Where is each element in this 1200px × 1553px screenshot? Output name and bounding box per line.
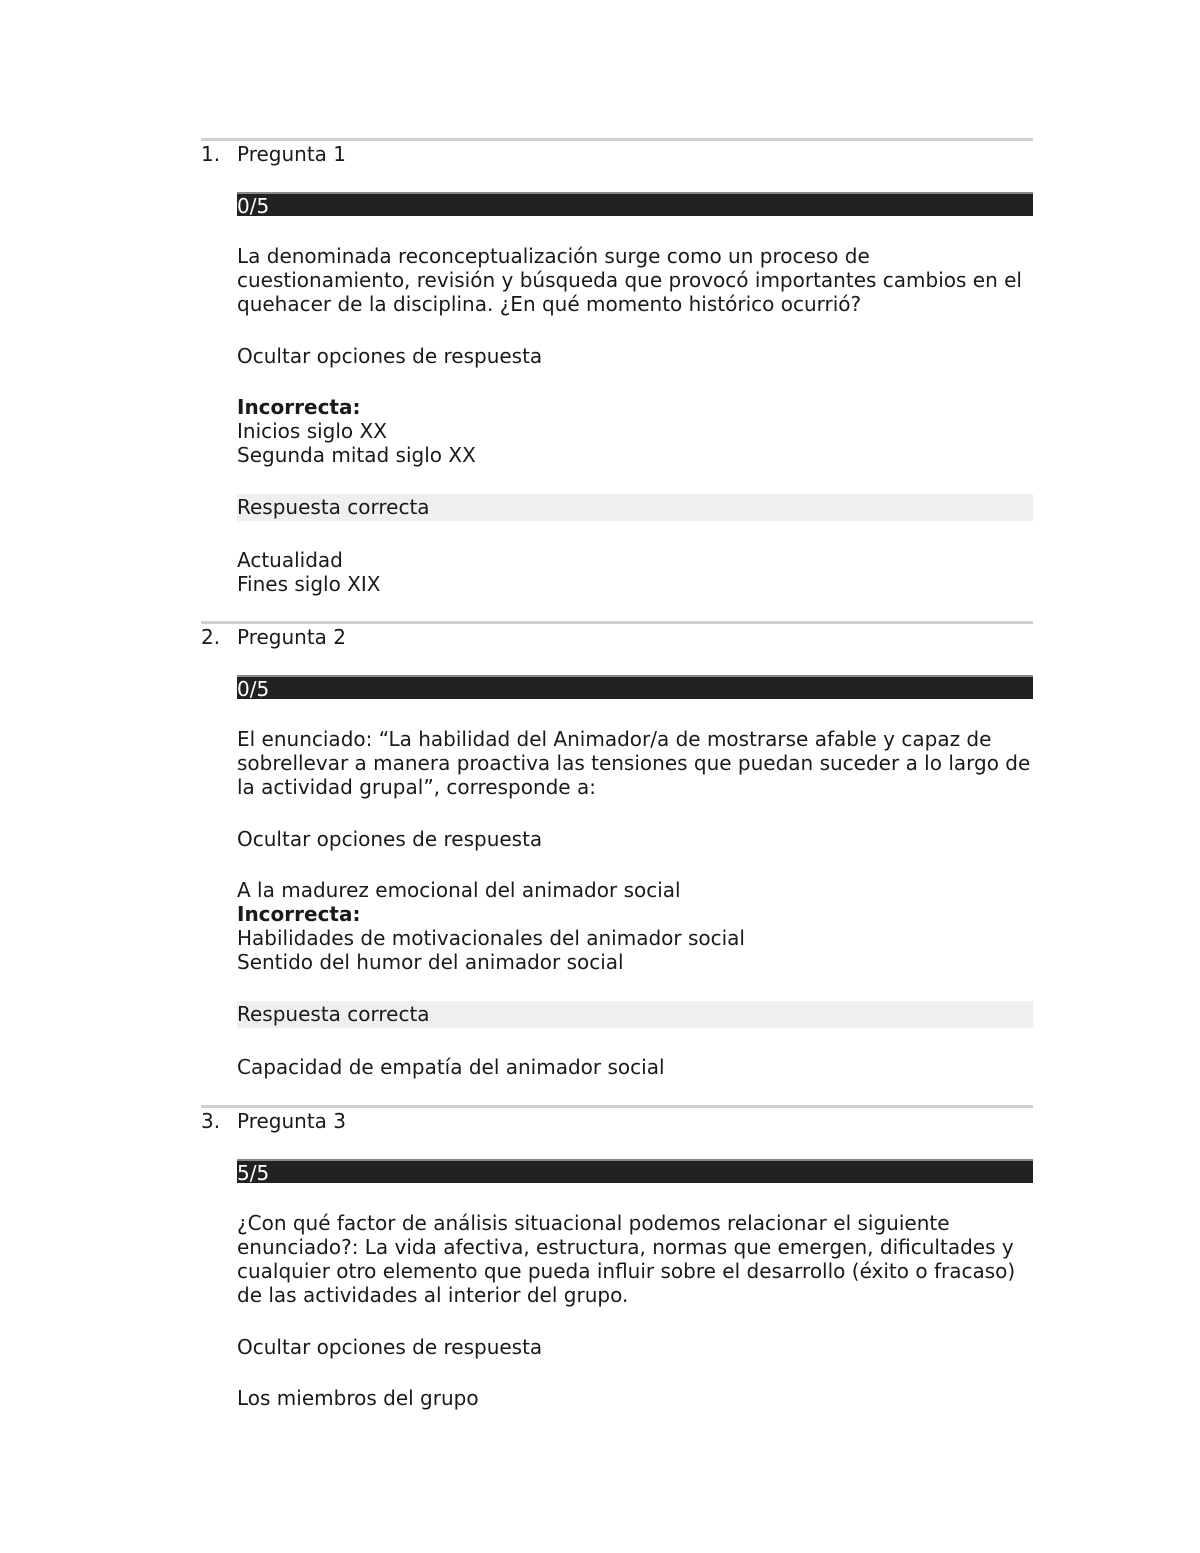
question-header (201, 1109, 1033, 1133)
question-divider (201, 138, 1033, 141)
question-body (237, 1159, 1033, 1410)
question-number: 1. (201, 142, 221, 166)
question-header (201, 142, 1033, 166)
question-divider (201, 1105, 1033, 1108)
correct-answer-header: Respuesta correcta (237, 494, 1033, 521)
correct-answer-header: Respuesta correcta (237, 1001, 1033, 1028)
score-bar: 0/5 (237, 675, 1033, 699)
correct-answer: Actualidad (237, 548, 343, 572)
incorrect-label: Incorrecta: (237, 902, 361, 926)
question-title: Pregunta 3 (237, 1109, 347, 1133)
incorrect-label: Incorrecta: (237, 395, 361, 419)
answer-option: Sentido del humor del animador social (237, 950, 624, 974)
answer-option: Inicios siglo XX (237, 419, 387, 443)
hide-options-toggle[interactable]: Ocultar opciones de respuesta (237, 1335, 543, 1359)
question-body (237, 192, 1033, 596)
answer-option: Los miembros del grupo (237, 1386, 479, 1410)
answer-option: Segunda mitad siglo XX (237, 443, 476, 467)
answer-option: A la madurez emocional del animador social (237, 878, 681, 902)
question-prompt: ¿Con qué factor de análisis situacional podemos relacionar el siguiente enunciado?: La vida afectiva, estructura, normas que emergen, dificultades y cualquier otro elemento que pueda influir sobre el desarrollo (éxito o fracaso) de las actividades al interior del grupo. (237, 1211, 1016, 1307)
question-body (237, 675, 1033, 1079)
correct-answer: Fines siglo XIX (237, 572, 381, 596)
question-prompt: El enunciado: “La habilidad del Animador/a de mostrarse afable y capaz de sobrellevar a manera proactiva las tensiones que puedan suceder a lo largo de la actividad grupal”, corresponde a: (237, 727, 1031, 799)
question-number: 3. (201, 1109, 221, 1133)
answer-list (237, 395, 1033, 467)
question-header (201, 625, 1033, 649)
question-prompt: La denominada reconceptualización surge como un proceso de cuestionamiento, revisión y búsqueda que provocó importantes cambios en el quehacer de la disciplina. ¿En qué momento histórico ocurrió? (237, 244, 1022, 316)
score-bar: 0/5 (237, 192, 1033, 216)
correct-answer-list (237, 1055, 1033, 1079)
correct-answer-list (237, 548, 1033, 596)
question-number: 2. (201, 625, 221, 649)
answer-list (237, 1386, 1033, 1410)
question-title: Pregunta 2 (237, 625, 347, 649)
correct-answer: Capacidad de empatía del animador social (237, 1055, 665, 1079)
hide-options-toggle[interactable]: Ocultar opciones de respuesta (237, 827, 543, 851)
question-title: Pregunta 1 (237, 142, 347, 166)
answer-option: Habilidades de motivacionales del animador social (237, 926, 745, 950)
answer-list (237, 878, 1033, 974)
hide-options-toggle[interactable]: Ocultar opciones de respuesta (237, 344, 543, 368)
question-2 (201, 621, 1033, 1079)
question-3 (201, 1105, 1033, 1410)
score-bar: 5/5 (237, 1159, 1033, 1183)
question-divider (201, 621, 1033, 624)
question-1 (201, 138, 1033, 596)
